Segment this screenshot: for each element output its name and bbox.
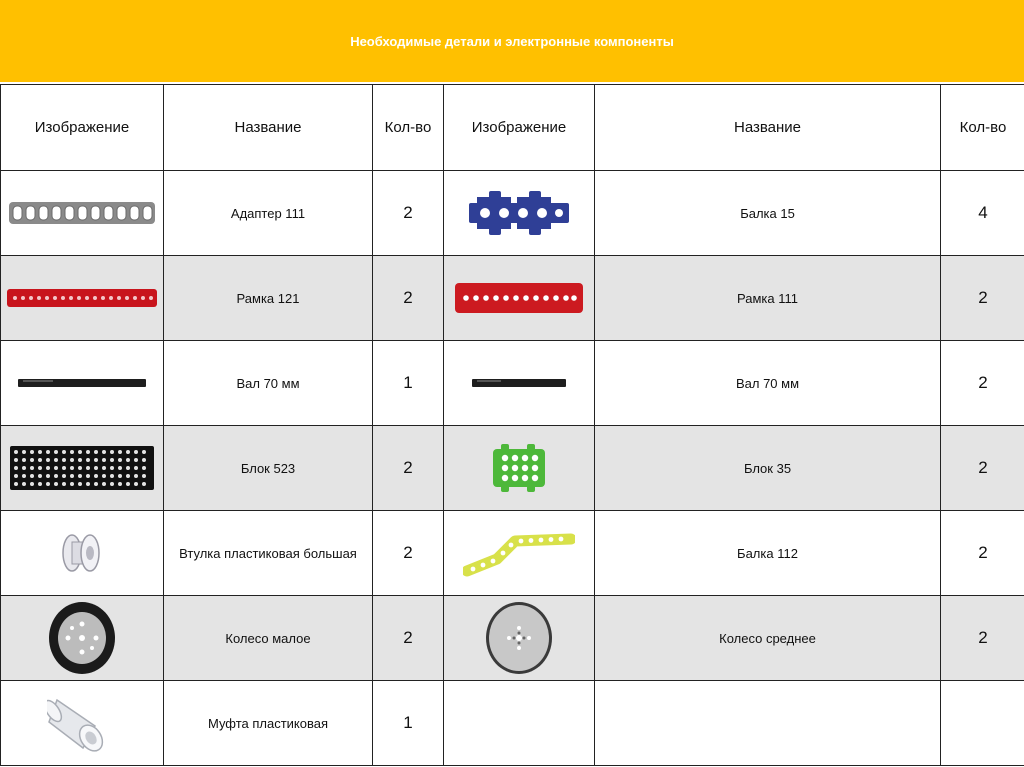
- table-row: [1, 426, 1024, 511]
- green-block-icon: [489, 443, 549, 493]
- table-row: [1, 256, 1024, 341]
- part-qty: 2: [941, 596, 1024, 681]
- part-name: Адаптер 111: [164, 171, 373, 256]
- part-qty: 4: [941, 171, 1024, 256]
- table-row: [1, 171, 1024, 256]
- part-name: Балка 112: [595, 511, 941, 596]
- header-name-left: Название: [164, 85, 373, 171]
- part-qty: 2: [373, 511, 444, 596]
- part-qty: 2: [373, 596, 444, 681]
- image-cell: [1, 341, 164, 426]
- coupling-icon: [47, 690, 117, 756]
- red-frame-long-icon: [6, 287, 158, 309]
- table-row: [1, 596, 1024, 681]
- header-name-right: Название: [595, 85, 941, 171]
- part-qty: 2: [373, 426, 444, 511]
- bushing-icon: [60, 530, 104, 576]
- header-image-left: Изображение: [1, 85, 164, 171]
- header-row: [1, 85, 1024, 171]
- blue-beam-icon: [467, 189, 571, 237]
- table-row: [1, 341, 1024, 426]
- part-qty: 2: [941, 341, 1024, 426]
- image-cell: [1, 171, 164, 256]
- black-block-icon: [8, 444, 156, 492]
- part-name: Рамка 111: [595, 256, 941, 341]
- image-cell: [1, 596, 164, 681]
- image-cell: [444, 596, 595, 681]
- image-cell: [1, 681, 164, 766]
- part-qty: 2: [941, 256, 1024, 341]
- adapter-chain-icon: [7, 200, 157, 226]
- red-frame-short-icon: [454, 281, 584, 315]
- part-name: Муфта пластиковая: [164, 681, 373, 766]
- table-row: [1, 681, 1024, 766]
- medium-wheel-icon: [483, 600, 555, 676]
- part-qty: 2: [373, 256, 444, 341]
- part-qty: 1: [373, 341, 444, 426]
- page-title: Необходимые детали и электронные компоненты: [350, 33, 674, 49]
- part-name: Балка 15: [595, 171, 941, 256]
- part-name: Втулка пластиковая большая: [164, 511, 373, 596]
- header-qty-left: Кол-во: [373, 85, 444, 171]
- shaft-icon: [17, 377, 147, 389]
- shaft-icon: [471, 377, 567, 389]
- image-cell: [444, 511, 595, 596]
- parts-table-wrapper: [0, 84, 1024, 767]
- part-name: Колесо малое: [164, 596, 373, 681]
- yellow-beam-icon: [463, 527, 575, 579]
- part-name: Блок 35: [595, 426, 941, 511]
- table-row: [1, 511, 1024, 596]
- image-cell: [1, 511, 164, 596]
- part-name: Блок 523: [164, 426, 373, 511]
- part-name: Рамка 121: [164, 256, 373, 341]
- part-qty: 2: [373, 171, 444, 256]
- image-cell-empty: [444, 681, 595, 766]
- part-name: Колесо среднее: [595, 596, 941, 681]
- part-qty: 2: [941, 426, 1024, 511]
- title-bar: [0, 0, 1024, 82]
- image-cell: [1, 426, 164, 511]
- small-wheel-icon: [46, 600, 118, 676]
- image-cell: [444, 341, 595, 426]
- part-name: Вал 70 мм: [595, 341, 941, 426]
- image-cell: [1, 256, 164, 341]
- image-cell: [444, 426, 595, 511]
- part-name: Вал 70 мм: [164, 341, 373, 426]
- parts-table: [0, 84, 1024, 766]
- image-cell: [444, 256, 595, 341]
- part-qty: [941, 681, 1024, 766]
- part-qty: 2: [941, 511, 1024, 596]
- part-qty: 1: [373, 681, 444, 766]
- header-qty-right: Кол-во: [941, 85, 1024, 171]
- header-image-right: Изображение: [444, 85, 595, 171]
- image-cell: [444, 171, 595, 256]
- part-name: [595, 681, 941, 766]
